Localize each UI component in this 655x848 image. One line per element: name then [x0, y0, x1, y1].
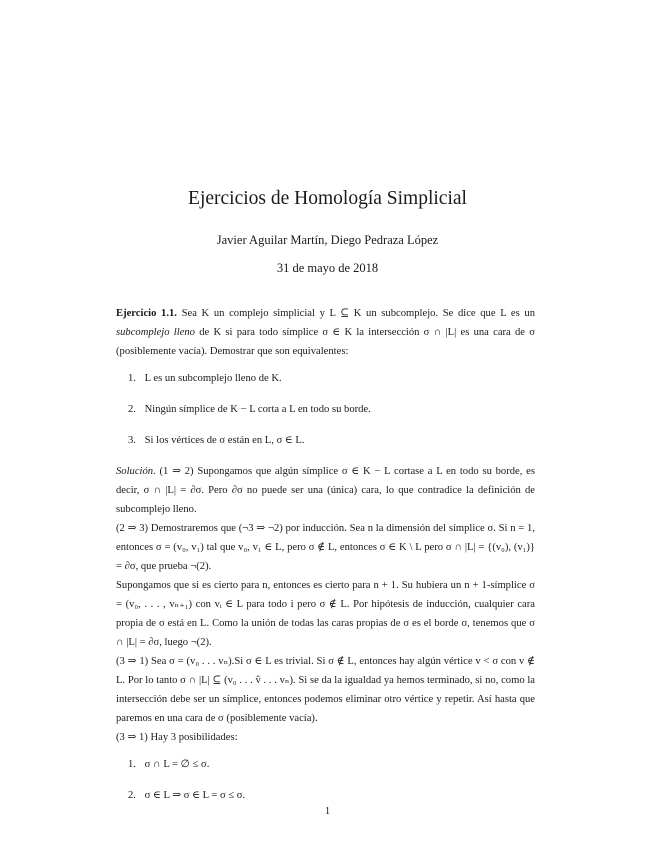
- exercise-emphasis: subcomplejo lleno: [116, 327, 195, 338]
- list-item-number: 3.: [128, 435, 136, 446]
- page-number: 1: [324, 806, 331, 817]
- list-item: [128, 755, 535, 774]
- exercise-list: [116, 369, 535, 450]
- solution-paragraph-5: (3 ⇒ 1) Hay 3 posibilidades:: [116, 732, 238, 743]
- document-authors: Javier Aguilar Martín, Diego Pedraza López: [216, 233, 439, 247]
- solution-paragraph-4: (3 ⇒ 1) Sea σ = (v₀ . . . vₙ).Si σ ∈ L es trivial. Si σ ∉ L, entonces hay algún vértice v < σ con v ∉ L. Por lo tanto σ ∩ |L| ⊆ (v₀ . . . v̂ . . . vₙ). Si se da la igualdad ya hemos terminado, si no, como la intersección debe ser un símplice, entonces podemos eliminar otro vértice y repetir. Así hasta que paremos en una cara de σ (posiblemente vacía).: [116, 656, 535, 724]
- list-item-text: Si los vértices de σ están en L, σ ∈ L.: [144, 435, 305, 446]
- list-item-text: σ ∈ L ⇒ σ ∈ L = σ ≤ σ.: [144, 790, 246, 801]
- document-body: [116, 304, 535, 817]
- solution-paragraph-1: [116, 462, 535, 519]
- list-item-text: σ ∩ L = ∅ ≤ σ.: [144, 759, 210, 770]
- list-item-number: 2.: [128, 404, 136, 415]
- document-date: 31 de mayo de 2018: [276, 261, 379, 275]
- solution-text-1: (1 ⇒ 2) Supongamos que algún símplice σ ∈ K − L cortase a L en todo su borde, es decir, σ ∩ |L| = ∂σ. Pero ∂σ no puede ser una (única) cara, lo que contradice la definición de subcomplejo lleno.: [116, 466, 536, 515]
- list-item-number: 1.: [128, 373, 136, 384]
- exercise-label: Ejercicio 1.1.: [116, 308, 177, 319]
- solution-paragraph-2: (2 ⇒ 3) Demostraremos que (¬3 ⇒ ¬2) por inducción. Sea n la dimensión del símplice σ. Si n = 1, entonces σ = (v₀, v₁) tal que v₀, v₁ ∈ L, pero σ ∉ L, entonces σ ∈ K \ L pero σ ∩ |L| = {(v₀), (v₁)} = ∂σ, que prueba ¬(2).: [116, 523, 535, 572]
- list-item-text: Ningún símplice de K − L corta a L en todo su borde.: [144, 404, 371, 415]
- solution-list: [116, 755, 535, 805]
- exercise-text-a: Sea K un complejo simplicial y L ⊆ K un subcomplejo. Se dice que L es un: [181, 308, 535, 319]
- solution-paragraph-3: Supongamos que si es cierto para n, entonces es cierto para n + 1. Su hubiera un n + 1-símplice σ = (v₀, . . . , vₙ₊₁) con vᵢ ∈ L para todo i pero σ ∉ L. Por hipótesis de inducción, cualquier cara propia de σ está en L. Como la unión de todas las caras propias de σ es el borde σ, tenemos que σ ∩ |L| = ∂σ, luego ¬(2).: [116, 580, 535, 648]
- solution-label: Solución.: [116, 466, 156, 477]
- document-title: Ejercicios de Homología Simplicial: [188, 188, 467, 209]
- list-item-number: 1.: [128, 759, 136, 770]
- list-item: [128, 400, 535, 419]
- list-item: [128, 369, 535, 388]
- list-item: [128, 786, 535, 805]
- exercise-text-b: de K si para todo símplice σ ∈ K la intersección σ ∩ |L| es una cara de σ (posiblemente vacía). Demostrar que son equivalentes:: [116, 327, 535, 357]
- list-item-text: L es un subcomplejo lleno de K.: [144, 373, 282, 384]
- list-item-number: 2.: [128, 790, 136, 801]
- exercise-statement: [116, 304, 535, 361]
- list-item: [128, 431, 535, 450]
